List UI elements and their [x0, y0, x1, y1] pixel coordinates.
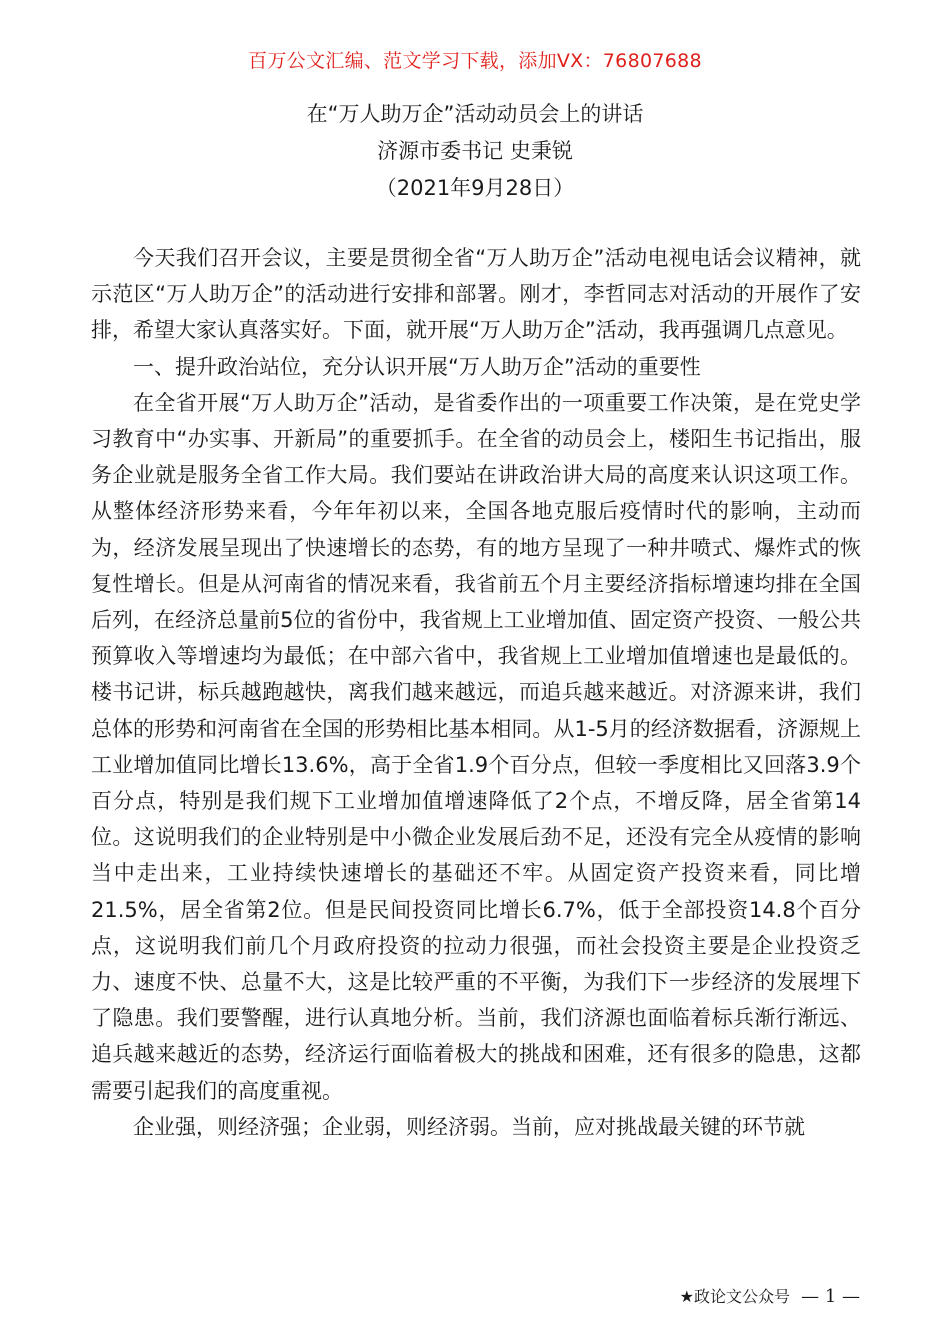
page-footer — [680, 1284, 860, 1307]
body-text — [91, 240, 861, 1145]
speech-title: 在“万人助万企”活动动员会上的讲话 — [306, 102, 644, 126]
page-number: — 1 — — [801, 1286, 860, 1307]
speech-date: （2021年9月28日） — [375, 176, 575, 200]
footer-source: ★政论文公众号 — [679, 1287, 790, 1306]
section-heading-1: 一、提升政治站位，充分认识开展“万人助万企”活动的重要性 — [133, 354, 701, 379]
paragraph-conclusion: 企业强，则经济强；企业弱，则经济弱。当前，应对挑战最关键的环节就 — [133, 1114, 805, 1139]
paragraph-intro: 今天我们召开会议，主要是贯彻全省“万人助万企”活动电视电话会议精神，就示范区“万人助万企”的活动进行安排和部署。刚才，李哲同志对活动的开展作了安排，希望大家认真落实好。下面，就开展“万人助万企”活动，我再强调几点意见。 — [91, 246, 861, 343]
speech-author: 济源市委书记 史秉锐 — [377, 139, 573, 163]
header-banner: 百万公文汇编、范文学习下载，添加VX：76807688 — [248, 50, 702, 72]
paragraph-analysis: 在全省开展“万人助万企”活动，是省委作出的一项重要工作决策，是在党史学习教育中“办实事、开新局”的重要抓手。在全省的动员会上，楼阳生书记指出，服务企业就是服务全省工作大局。我们要站在讲政治讲大局的高度来认识这项工作。从整体经济形势来看，今年年初以来，全国各地克服后疫情时代的影响，主动而为，经济发展呈现出了快速增长的态势，有的地方呈现了一种井喷式、爆炸式的恢复性增长。但是从河南省的情况来看，我省前五个月主要经济指标增速均排在全国后列，在经济总量前5位的省份中，我省规上工业增加值、固定资产投资、一般公共预算收入等增速均为最低；在中部六省中，我省规上工业增加值增速也是最低的。楼书记讲，标兵越跑越快，离我们越来越远，而追兵越来越近。对济源来讲，我们总体的形势和河南省在全国的形势相比基本相同。从1-5月的经济数据看，济源规上工业增加值同比增长13.6%，高于全省1.9个百分点，但较一季度相比又回落3.9个百分点，特别是我们规下工业增加值增速降低了2个点，不增反降，居全省第14位。这说明我们的企业特别是中小微企业发展后劲不足，还没有完全从疫情的影响当中走出来，工业持续快速增长的基础还不牢。从固定资产投资来看，同比增21.5%，居全省第2位。但是民间投资同比增长6.7%，低于全部投资14.8个百分点，这说明我们前几个月政府投资的拉动力很强，而社会投资主要是企业投资乏力、速度不快、总量不大，这是比较严重的不平衡，为我们下一步经济的发展埋下了隐患。我们要警醒，进行认真地分析。当前，我们济源也面临着标兵渐行渐远、追兵越来越近的态势，经济运行面临着极大的挑战和困难，还有很多的隐患，这都需要引起我们的高度重视。 — [91, 390, 861, 1103]
title-block — [0, 96, 950, 207]
